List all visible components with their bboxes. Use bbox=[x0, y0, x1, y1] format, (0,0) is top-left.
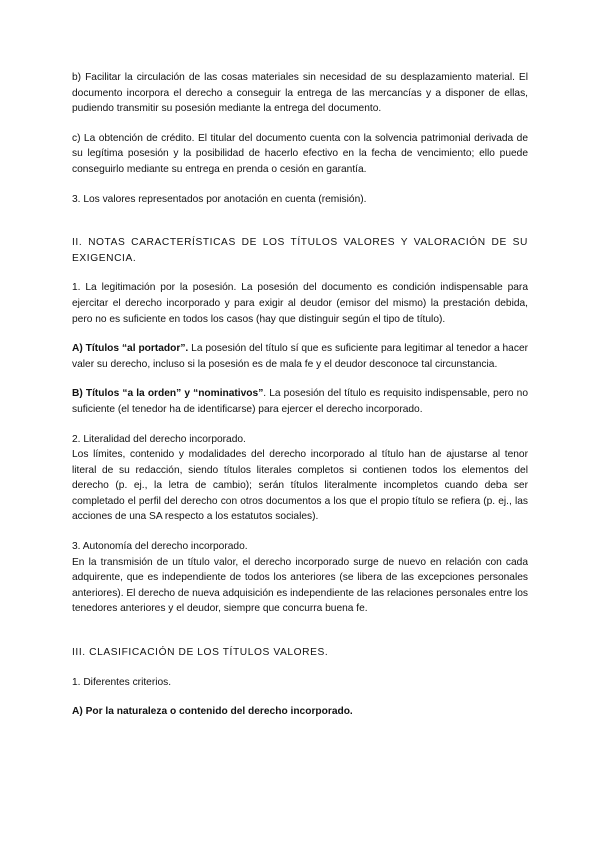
paragraph-B-lead: B) Títulos “a la orden” y “nominativos” bbox=[72, 388, 264, 400]
paragraph-A-naturaleza bbox=[72, 704, 528, 720]
paragraph-A-portador bbox=[72, 341, 528, 372]
paragraph-B-orden bbox=[72, 386, 528, 417]
paragraph-1-criterios: 1. Diferentes criterios. bbox=[72, 676, 172, 688]
paragraph-3-title: 3. Autonomía del derecho incorporado. bbox=[72, 541, 248, 553]
section-heading-III: III. CLASIFICACIÓN DE LOS TÍTULOS VALORES. bbox=[72, 647, 329, 659]
paragraph-c: c) La obtención de crédito. El titular del documento cuenta con la solvencia patrimonial derivada de su legítima posesión y la posibilidad de hacerlo efectivo en la fecha de vencimiento; ello puede conseguirlo mediante su entrega en prenda o cesión en garantía. bbox=[72, 132, 528, 175]
paragraph-3-anotacion: 3. Los valores representados por anotación en cuenta (remisión). bbox=[72, 193, 367, 205]
paragraph-A-body: La posesión del título sí que es suficiente para legitimar al tenedor a hacer valer su derecho, incluso si la posesión es de mala fe y el deudor desconoce tal circunstancia. bbox=[72, 343, 529, 370]
paragraph-B-body: . La posesión del título es requisito indispensable, pero no suficiente (el tenedor ha de identificarse) para ejercer el derecho incorporado. bbox=[72, 388, 529, 415]
paragraph-2-title: 2. Literalidad del derecho incorporado. bbox=[72, 433, 246, 445]
paragraph-A-naturaleza-lead: A) Por la naturaleza o contenido del derecho incorporado. bbox=[72, 706, 353, 718]
paragraph-b: b) Facilitar la circulación de las cosas materiales sin necesidad de su desplazamiento material. El documento incorpora el derecho a conseguir la entrega de las mercancías y a disponer de ellas, pudiendo transmitir su posesión mediante la entrega del documento. bbox=[72, 72, 528, 115]
section-heading-II: II. NOTAS CARACTERÍSTICAS DE LOS TÍTULOS VALORES Y VALORACIÓN DE SU EXIGENCIA. bbox=[72, 237, 528, 264]
paragraph-2-literalidad: Los límites, contenido y modalidades del derecho incorporado al título han de ajustarse al tenor literal de su redacción, siendo títulos literales completos si contienen todos los elementos del derecho (p. ej., la letra de cambio); serán títulos literalmente incompletos cuando deba ser completado el perfil del derecho con otros documentos a los que el propio título se refiera (p. ej., las acciones de una SA respecto a los estatutos sociales). bbox=[72, 449, 528, 523]
paragraph-1-legitimacion: 1. La legitimación por la posesión. La posesión del documento es condición indispensable para ejercitar el derecho incorporado y para exigir al deudor (emisor del mismo) la prestación debida, pero no es suficiente en todos los casos (hay que distinguir según el tipo de título). bbox=[72, 282, 528, 325]
paragraph-3-autonomia: En la transmisión de un título valor, el derecho incorporado surge de nuevo en relación con cada adquirente, que es independiente de todos los anteriores (se libera de las excepciones personales anteriores). El derecho de nueva adquisición es independiente de las relaciones personales entre los tenedores anteriores y el deudor, siempre que concurra buena fe. bbox=[72, 556, 528, 615]
paragraph-A-lead: A) Títulos “al portador”. bbox=[72, 343, 189, 355]
